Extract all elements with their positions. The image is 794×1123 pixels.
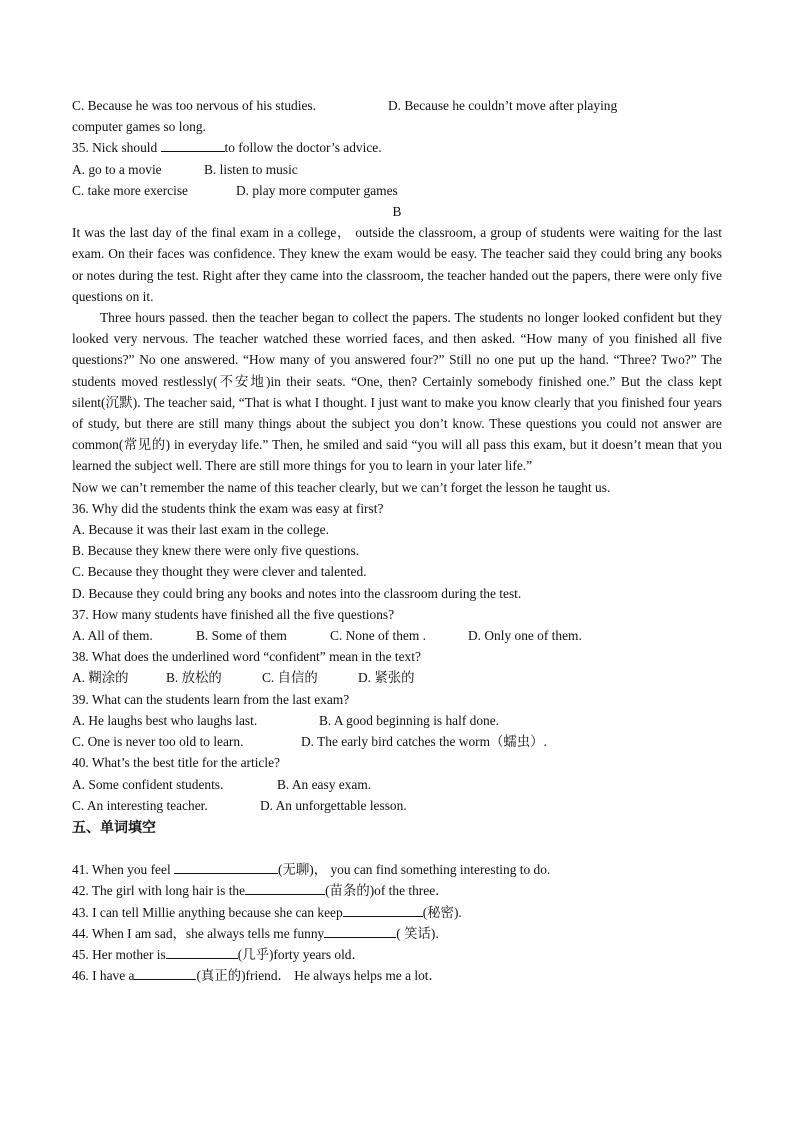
q40-option-b: B. An easy exam. [277, 776, 372, 792]
q37-option-b: B. Some of them [196, 628, 287, 644]
q40-stem: 40. What’s the best title for the article? [72, 755, 280, 771]
q42-blank[interactable] [245, 881, 325, 895]
q36-option-a: A. Because it was their last exam in the college. [72, 522, 329, 538]
q42: 42. The girl with long hair is the (苗条的)of the three． [72, 883, 449, 899]
passage-paragraph-3: Now we can’t remember the name of this teacher clearly, but we can’t forget the lesson he taught us. [72, 479, 611, 495]
q45-blank[interactable] [166, 945, 238, 959]
q39-options-ab [72, 710, 722, 731]
q38-option-d: D. 紧张的 [358, 670, 415, 686]
q34-options-cd [72, 95, 722, 116]
q34-option-c: C. Because he was too nervous of his studies. [72, 98, 316, 113]
passage-label: B [392, 204, 402, 220]
q37-options [72, 625, 722, 646]
q40-options-cd [72, 795, 722, 816]
q37-stem: 37. How many students have finished all the five questions? [72, 606, 395, 622]
q39-option-a: A. He laughs best who laughs last. [72, 712, 258, 728]
q43: 43. I can tell Millie anything because she can keep (秘密). [72, 904, 462, 920]
q44-blank[interactable] [324, 924, 396, 938]
q40-option-c: C. An interesting teacher. [72, 797, 208, 813]
q43-blank[interactable] [343, 903, 423, 917]
q35-stem: 35. Nick should to follow the doctor’s advice. [72, 140, 382, 156]
q40-option-d: D. An unforgettable lesson. [260, 797, 407, 813]
q34-option-d-cont: computer games so long. [72, 119, 206, 135]
q35-option-b: B. listen to music [204, 161, 298, 177]
q39-stem: 39. What can the students learn from the last exam? [72, 691, 350, 707]
q35-option-a: A. go to a movie [72, 161, 162, 177]
q36-stem: 36. Why did the students think the exam was easy at first? [72, 500, 384, 516]
q45: 45. Her mother is (几乎)forty years old． [72, 946, 365, 962]
q37-option-d: D. Only one of them. [468, 628, 582, 644]
q44: 44. When I am sad，she always tells me funny ( 笑话). [72, 925, 439, 941]
q39-option-c: C. One is never too old to learn. [72, 734, 244, 750]
passage-paragraph-1: It was the last day of the final exam in a college， outside the classroom, a group of students were waiting for the last exam. On their faces was confidence. They knew the exam would be easy. The teacher said they could bring any books or notes during the test. Right after they came into the classroom, the teacher handed out the papers, there were only five questions on it. [72, 225, 722, 304]
q35-option-d: D. play more computer games [236, 182, 398, 198]
q34-option-d: D. Because he couldn’t move after playing [388, 98, 618, 113]
q36-option-c: C. Because they thought they were clever and talented. [72, 564, 367, 580]
q39-option-b: B. A good beginning is half done. [319, 712, 500, 728]
q40-option-a: A. Some confident students. [72, 776, 224, 792]
q39-options-cd [72, 731, 722, 752]
q38-option-b: B. 放松的 [166, 670, 222, 686]
q41: 41. When you feel (无聊)， you can find something interesting to do. [72, 862, 551, 878]
section-heading: 五、单词填空 [72, 819, 156, 836]
q38-options [72, 667, 722, 688]
passage-paragraph-2: Three hours passed. then the teacher began to collect the papers. The students no longer looked confident but they looked very nervous. The teacher watched these worried faces, and then asked. “How many of you finished all five questions?” No one answered. “How many of you answered four?” Still no one put up the hand. “Three? Two?” The students moved restlessly(不安地)in their seats. “One, then? Certainly somebody finished one.” But the class kept silent(沉默). The teacher said, “That is what I thought. I just want to make you know clearly that you finished four years of study, but there are still many things about the subject you don’t know. These questions you could not answer are common(常见的) in everyday life.” Then, he smiled and said “you will all pass this exam, but it doesn’t mean that you learned the subject well. There are still more things for you to learn in your later life.” [72, 310, 722, 474]
q35-options-cd [72, 180, 722, 201]
q36-option-d: D. Because they could bring any books and notes into the classroom during the test. [72, 585, 522, 601]
q41-blank[interactable] [174, 860, 278, 874]
q37-option-a: A. All of them. [72, 628, 153, 644]
q38-option-c: C. 自信的 [262, 670, 318, 686]
q38-stem: 38. What does the underlined word “confident” mean in the text? [72, 649, 421, 665]
q46: 46. I have a (真正的)friend． He always helps me a lot． [72, 968, 442, 984]
q36-option-b: B. Because they knew there were only five questions. [72, 543, 360, 559]
q46-blank[interactable] [134, 966, 196, 980]
exam-page [72, 95, 722, 986]
q35-blank[interactable] [161, 138, 225, 152]
q39-option-d: D. The early bird catches the worm（蠕虫）. [301, 734, 547, 750]
q38-option-a: A. 糊涂的 [72, 670, 129, 686]
q35-option-c: C. take more exercise [72, 182, 188, 198]
q40-options-ab [72, 774, 722, 795]
q37-option-c: C. None of them . [330, 628, 426, 644]
q35-options-ab [72, 159, 722, 180]
